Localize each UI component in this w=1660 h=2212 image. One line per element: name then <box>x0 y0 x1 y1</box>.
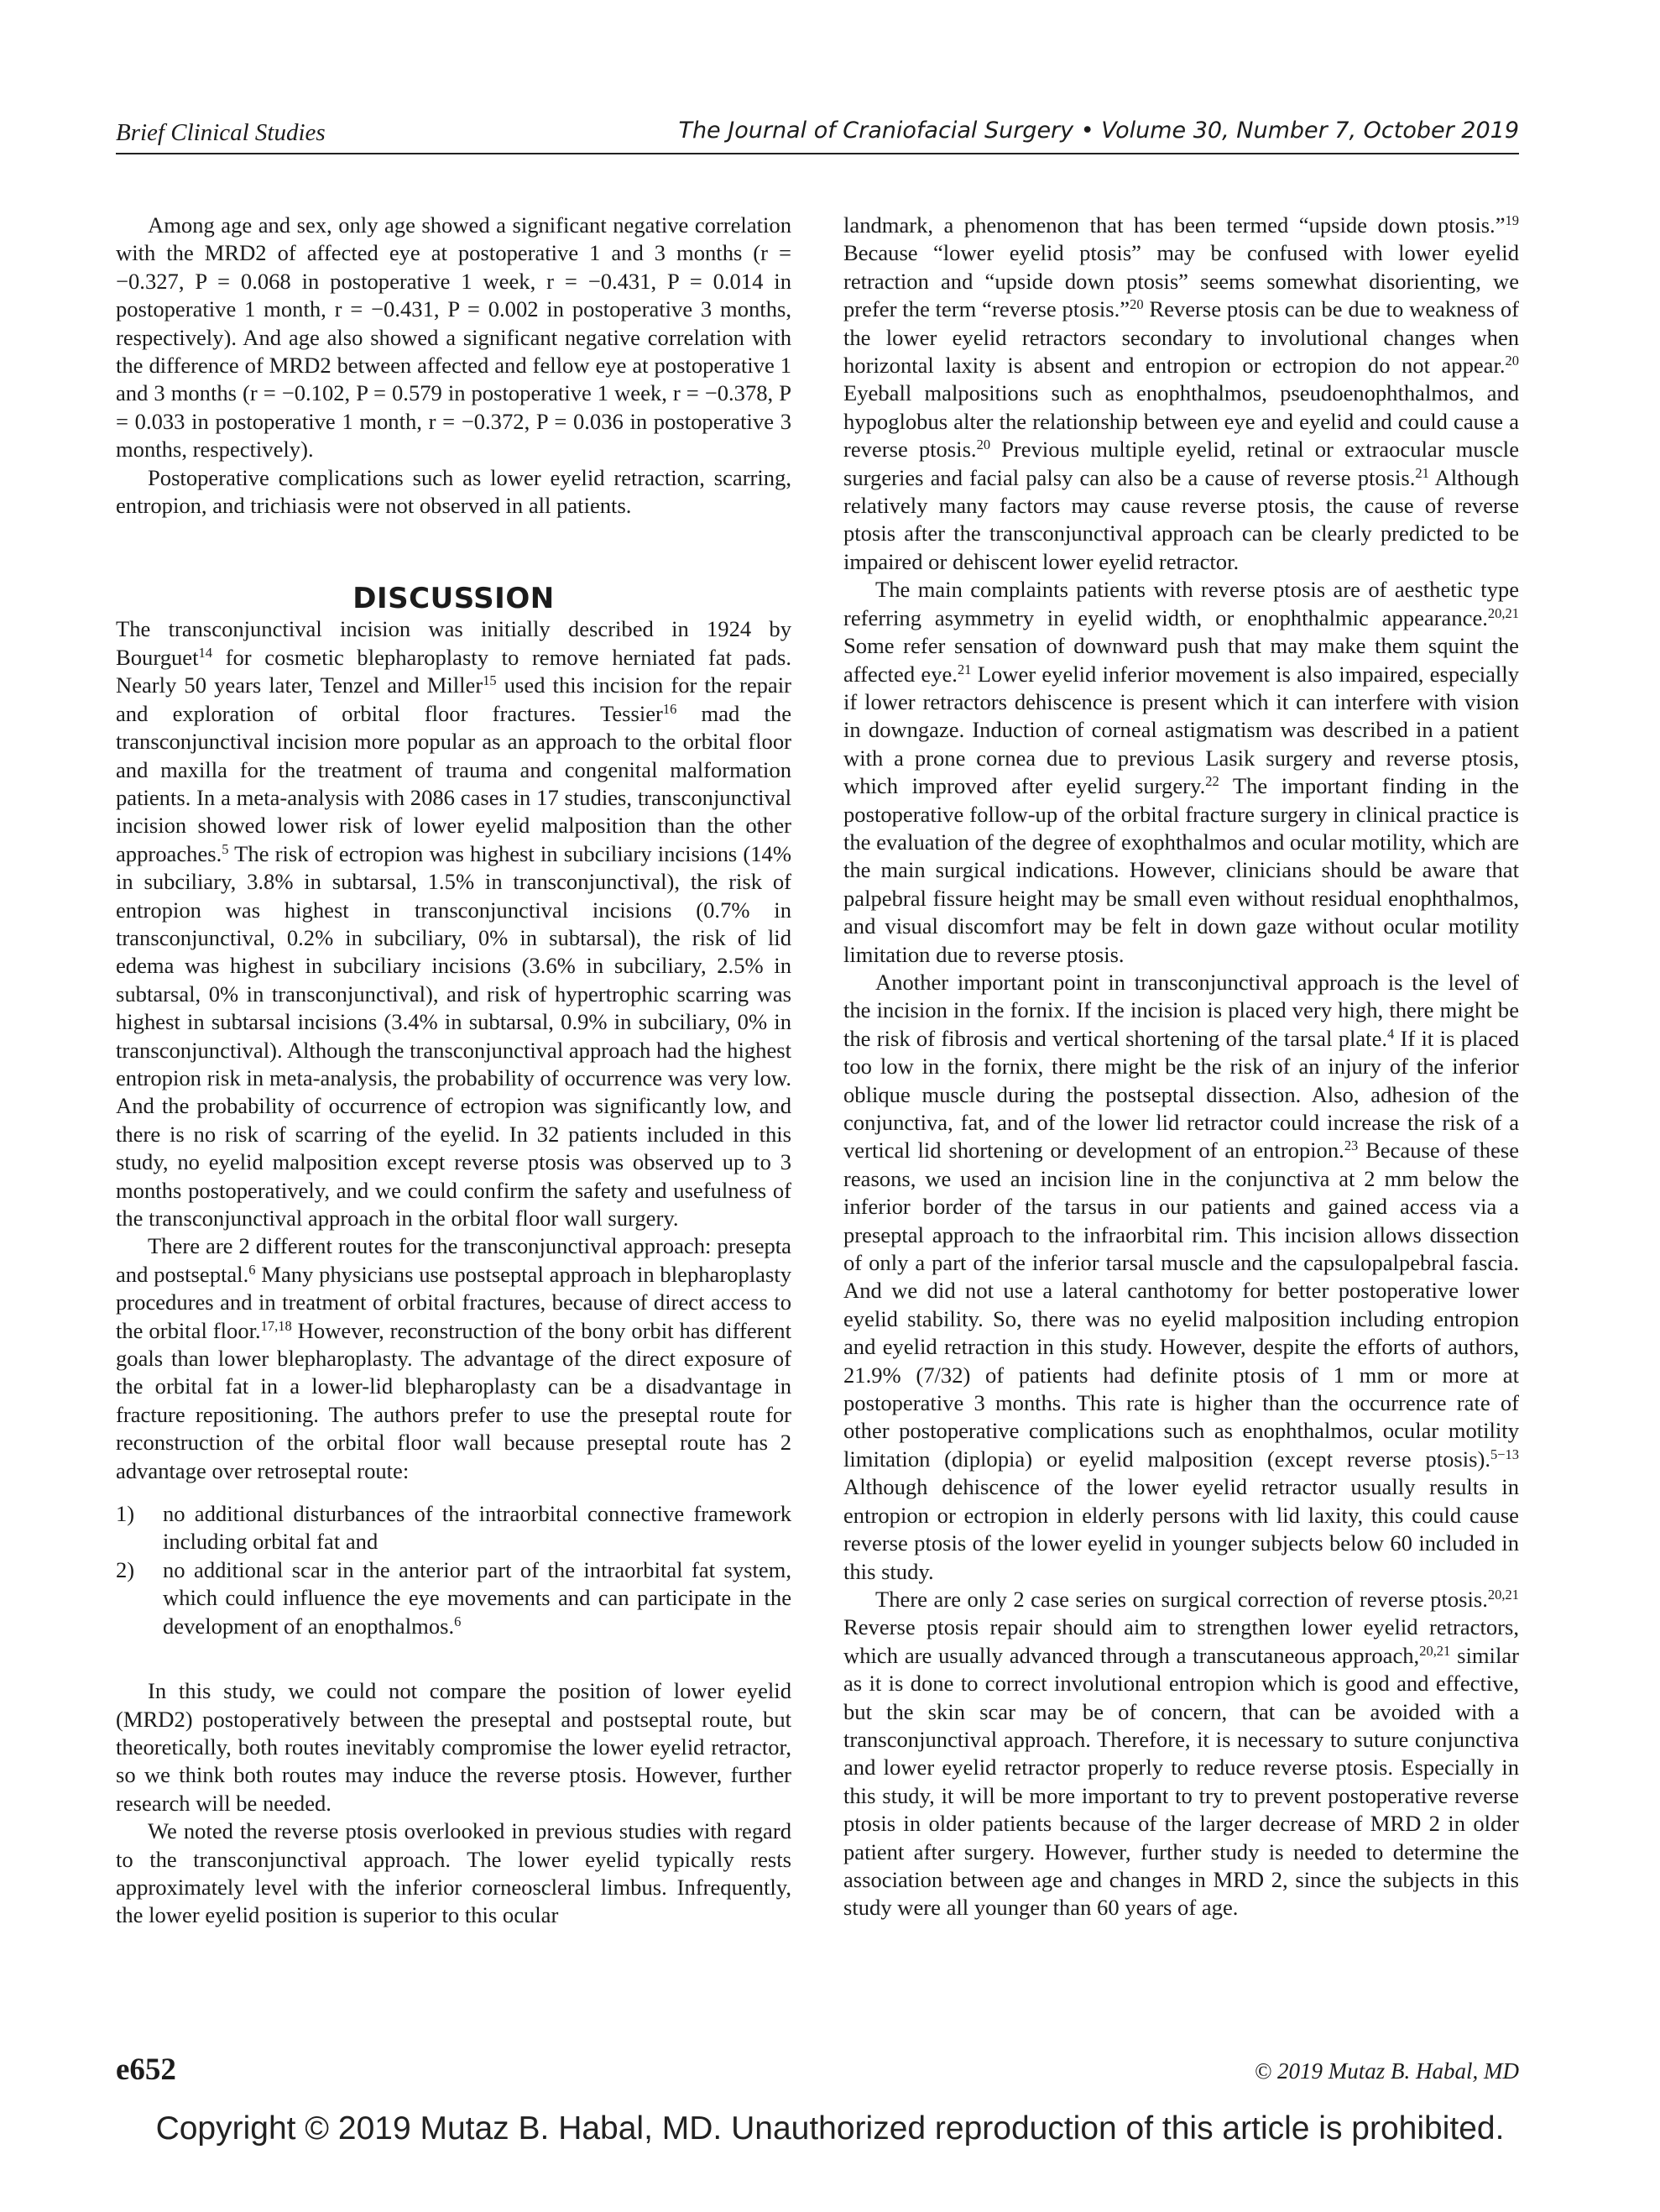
citation-ref: 20,21 <box>1487 604 1519 621</box>
page-number: e652 <box>116 2053 176 2087</box>
paragraph-reverse-ptosis-intro: We noted the reverse ptosis overlooked in previous studies with regard to the transconjunctival approach. The lower eyelid typically rests approximately level with the inferior corneoscleral limbus. Infrequently, the lower eyelid position is superior to this ocular <box>116 1818 791 1928</box>
copyright-banner: Copyright © 2019 Mutaz B. Habal, MD. Unauthorized reproduction of this article is prohibited. <box>155 2110 1505 2147</box>
advantages-list <box>116 1500 791 1640</box>
citation-ref: 14 <box>198 644 212 661</box>
list-item: 2) no additional scar in the anterior part of the intraorbital fat system, which could influence the eye movements and can participate in the development of an enopthalmos.$^6$ <box>116 1556 791 1639</box>
citation-ref: 5 <box>222 840 229 857</box>
citation-ref: 22 <box>1205 773 1219 790</box>
footer-copyright: © 2019 Mutaz B. Habal, MD <box>1254 2058 1519 2084</box>
paragraph-complications: Postoperative complications such as lower eyelid retraction, scarring, entropion, and trichiasis were not observed in all patients. <box>116 464 791 519</box>
paragraph-age-correlation: Among age and sex, only age showed a significant negative correlation with the MRD2 of affected eye at postoperative 1 and 3 months (r = −0.327, P = 0.068 in postoperative 1 week, r = −0.431, P = 0.014 in postoperative 1 month, r = −0.431, P = 0.002 in postoperative 3 months, respectively). And age also showed a significant negative correlation with the difference of MRD2 between affected and fellow eye at postoperative 1 and 3 months (r = −0.102, P = 0.579 in postoperative 1 week, r = −0.378, P = 0.033 in postoperative 1 month, r = −0.372, P = 0.036 in postoperative 3 months, respectively). <box>116 212 791 463</box>
citation-ref: 20,21 <box>1419 1642 1451 1659</box>
paragraph-case-series: There are only 2 case series on surgical correction of reverse ptosis.$^{20,21}$ Reverse ptosis repair should aim to strengthen lower eyelid retractors, which are usually advanced through a transcutaneous approach,$^{20,21}$ similar as it is done to correct involutional entropion which is good and effective, but the skin scar may be of concern, that can be avoided with a transconjunctival approach. Therefore, it is necessary to suture conjunctiva and lower eyelid retractor properly to reduce reverse ptosis. Especially in this study, it will be more important to try to prevent postoperative reverse ptosis in older patients because of the larger decrease of MRD 2 in older patient after surgery. However, further study is needed to determine the association between age and changes in MRD 2, since the subjects in this study were all younger than 60 years of age. <box>843 1586 1519 1921</box>
right-column <box>843 212 1519 1922</box>
section-label: Brief Clinical Studies <box>116 119 326 146</box>
citation-ref: 21 <box>1415 464 1429 481</box>
list-item: 1) no additional disturbances of the intraorbital connective framework including orbital fat and <box>116 1501 791 1555</box>
paragraph-complaints: The main complaints patients with reverse ptosis are of aesthetic type referring asymmetry in eyelid width, or enophthalmic appearance.$^{20,21}$ Some refer sensation of downward push that may make them squint the affected eye.$^{21}$ Lower eyelid inferior movement is also impaired, especially if lower retractors dehiscence is present which it can interfere with vision in downgaze. Induction of corneal astigmatism was described in a patient with a prone cornea due to previous Lasik surgery and reverse ptosis, which improved after eyelid surgery.$^{22}$ The important finding in the postoperative follow-up of the orbital fracture surgery in clinical practice is the evaluation of the degree of exophthalmos and ocular motility, which are the main surgical indications. However, clinicians should be aware that palpebral fissure height may be small even without residual enophthalmos, and visual discomfort may be felt in down gaze without ocular motility limitation due to reverse ptosis. <box>843 577 1519 967</box>
paragraph-routes: There are 2 different routes for the transconjunctival approach: presepta and postseptal.$^6$ Many physicians use postseptal approach in blepharoplasty procedures and in treatment of orbital fractures, because of direct access to the orbital floor.$^{17,18}$ However, reconstruction of the bony orbit has different goals than lower blepharoplasty. The advantage of the direct exposure of the orbital fat in a lower-lid blepharoplasty can be a disadvantage in fracture repositioning. The authors prefer to use the preseptal route for reconstruction of the orbital floor wall because preseptal route has 2 advantage over retroseptal route: <box>116 1233 791 1483</box>
citation-ref: 20 <box>1505 352 1519 369</box>
citation-ref: 19 <box>1505 212 1519 228</box>
citation-ref: 21 <box>957 661 972 677</box>
paragraph-upside-down-ptosis: landmark, a phenomenon that has been termed “upside down ptosis.”$^{19}$ Because “lower eyelid ptosis” may be confused with lower eyelid retraction and “upside down ptosis” seems somewhat disorienting, we prefer the term “reverse ptosis.”$^{20}$ Reverse ptosis can be due to weakness of the lower eyelid retractors secondary to involutional changes when horizontal laxity is absent and entropion or ectropion do not appear.$^{20}$ Eyeball malpositions such as enophthalmos, pseudoenophthalmos, and hypoglobus alter the relationship between eye and eyelid and could cause a reverse ptosis.$^{20}$ Previous multiple eyelid, retinal or extraocular muscle surgeries and facial palsy can also be a cause of reverse ptosis.$^{21}$ Although relatively many factors may cause reverse ptosis, the cause of reverse ptosis after the transconjunctival approach can be clearly predicted to be impaired or dehiscent lower eyelid retractor. <box>843 212 1519 574</box>
journal-citation: The Journal of Craniofacial Surgery • Volume 30, Number 7, October 2019 <box>678 118 1519 144</box>
paragraph-preseptal-comparison: In this study, we could not compare the position of lower eyelid (MRD2) postoperatively between the preseptal and postseptal route, but theoretically, both routes inevitably compromise the lower eyelid retractor, so we think both routes may induce the reverse ptosis. However, further research will be needed. <box>116 1678 791 1816</box>
paragraph-history: The transconjunctival incision was initially described in 1924 by Bourguet$^{14}$ for cosmetic blepharoplasty to remove herniated fat pads. Nearly 50 years later, Tenzel and Miller$^{15}$ used this incision for the repair and exploration of orbital floor fractures. Tessier$^{16}$ mad the transconjunctival incision more popular as an approach to the orbital floor and maxilla for the treatment of trauma and congenital malformation patients. In a meta-analysis with 2086 cases in 17 studies, transconjunctival incision showed lower risk of lower eyelid malposition than the other approaches.$^5$ The risk of ectropion was highest in subciliary incisions (14% in subciliary, 3.8% in subtarsal, 1.5% in transconjunctival), the risk of entropion was highest in transconjunctival incisions (0.7% in transconjunctival, 0.2% in subciliary, 0% in subtarsal), the risk of lid edema was highest in subciliary incisions (3.6% in subciliary, 2.5% in subtarsal, 0% in transconjunctival), and risk of hypertrophic scarring was highest in subtarsal incisions (3.4% in subtarsal, 0.9% in subciliary, 0% in transconjunctival). Although the transconjunctival approach had the highest entropion risk in meta-analysis, the probability of occurrence was very low. And the probability of occurrence of ectropion was significantly low, and there is no risk of scarring of the eyelid. In 32 patients included in this study, no eyelid malposition except reverse ptosis was observed up to 3 months postoperatively, and we could confirm the safety and usefulness of the transconjunctival approach in the orbital floor wall surgery. <box>116 616 791 1231</box>
left-column <box>116 212 791 1930</box>
paragraph-incision-level: Another important point in transconjunctival approach is the level of the incision in the fornix. If the incision is placed very high, there might be the risk of fibrosis and vertical shortening of the tarsal plate.$^4$ If it is placed too low in the fornix, there might be the risk of an injury of the inferior oblique muscle during the postseptal dissection. Also, adhesion of the conjunctiva, fat, and of the lower lid retractor could increase the risk of a vertical lid shortening or development of an entropion.$^{23}$ Because of these reasons, we used an incision line in the conjunctiva at 2 mm below the inferior border of the tarsus in our patients and gained access via a preseptal approach to the infraorbital rim. This incision allows dissection of only a part of the inferior tarsal muscle and the capsulopalpebral fascia. And we did not use a lateral canthotomy for better postoperative lower eyelid stability. So, there was no eyelid malposition including entropion and eyelid retraction in this study. However, despite the efforts of authors, 21.9% (7/32) of patients had definite ptosis of 1 mm or more at postoperative 3 months. This rate is higher than the occurrence rate of other postoperative complications such as enophthalmos, ocular motility limitation (diplopia) or eyelid malposition (except reverse ptosis).$^{5-13}$ Although dehiscence of the lower eyelid retractor usually results in entropion or ectropion in elderly persons with lid laxity, this could cause reverse ptosis of the lower eyelid in younger subjects below 60 included in this study. <box>843 969 1520 1584</box>
citation-ref: 5−13 <box>1490 1446 1519 1462</box>
citation-ref: 16 <box>662 700 677 717</box>
citation-ref: 4 <box>1387 1025 1395 1042</box>
citation-ref: 23 <box>1344 1137 1359 1154</box>
citation-ref: 6 <box>248 1261 256 1278</box>
citation-ref: 20,21 <box>1487 1586 1519 1603</box>
section-heading-discussion: DISCUSSION <box>352 582 555 616</box>
citation-ref: 20 <box>1130 296 1144 313</box>
running-header <box>116 116 1519 154</box>
citation-ref: 15 <box>483 672 497 689</box>
citation-ref: 6 <box>454 1613 462 1629</box>
citation-ref: 20 <box>976 437 991 453</box>
citation-ref: 17,18 <box>260 1317 292 1334</box>
